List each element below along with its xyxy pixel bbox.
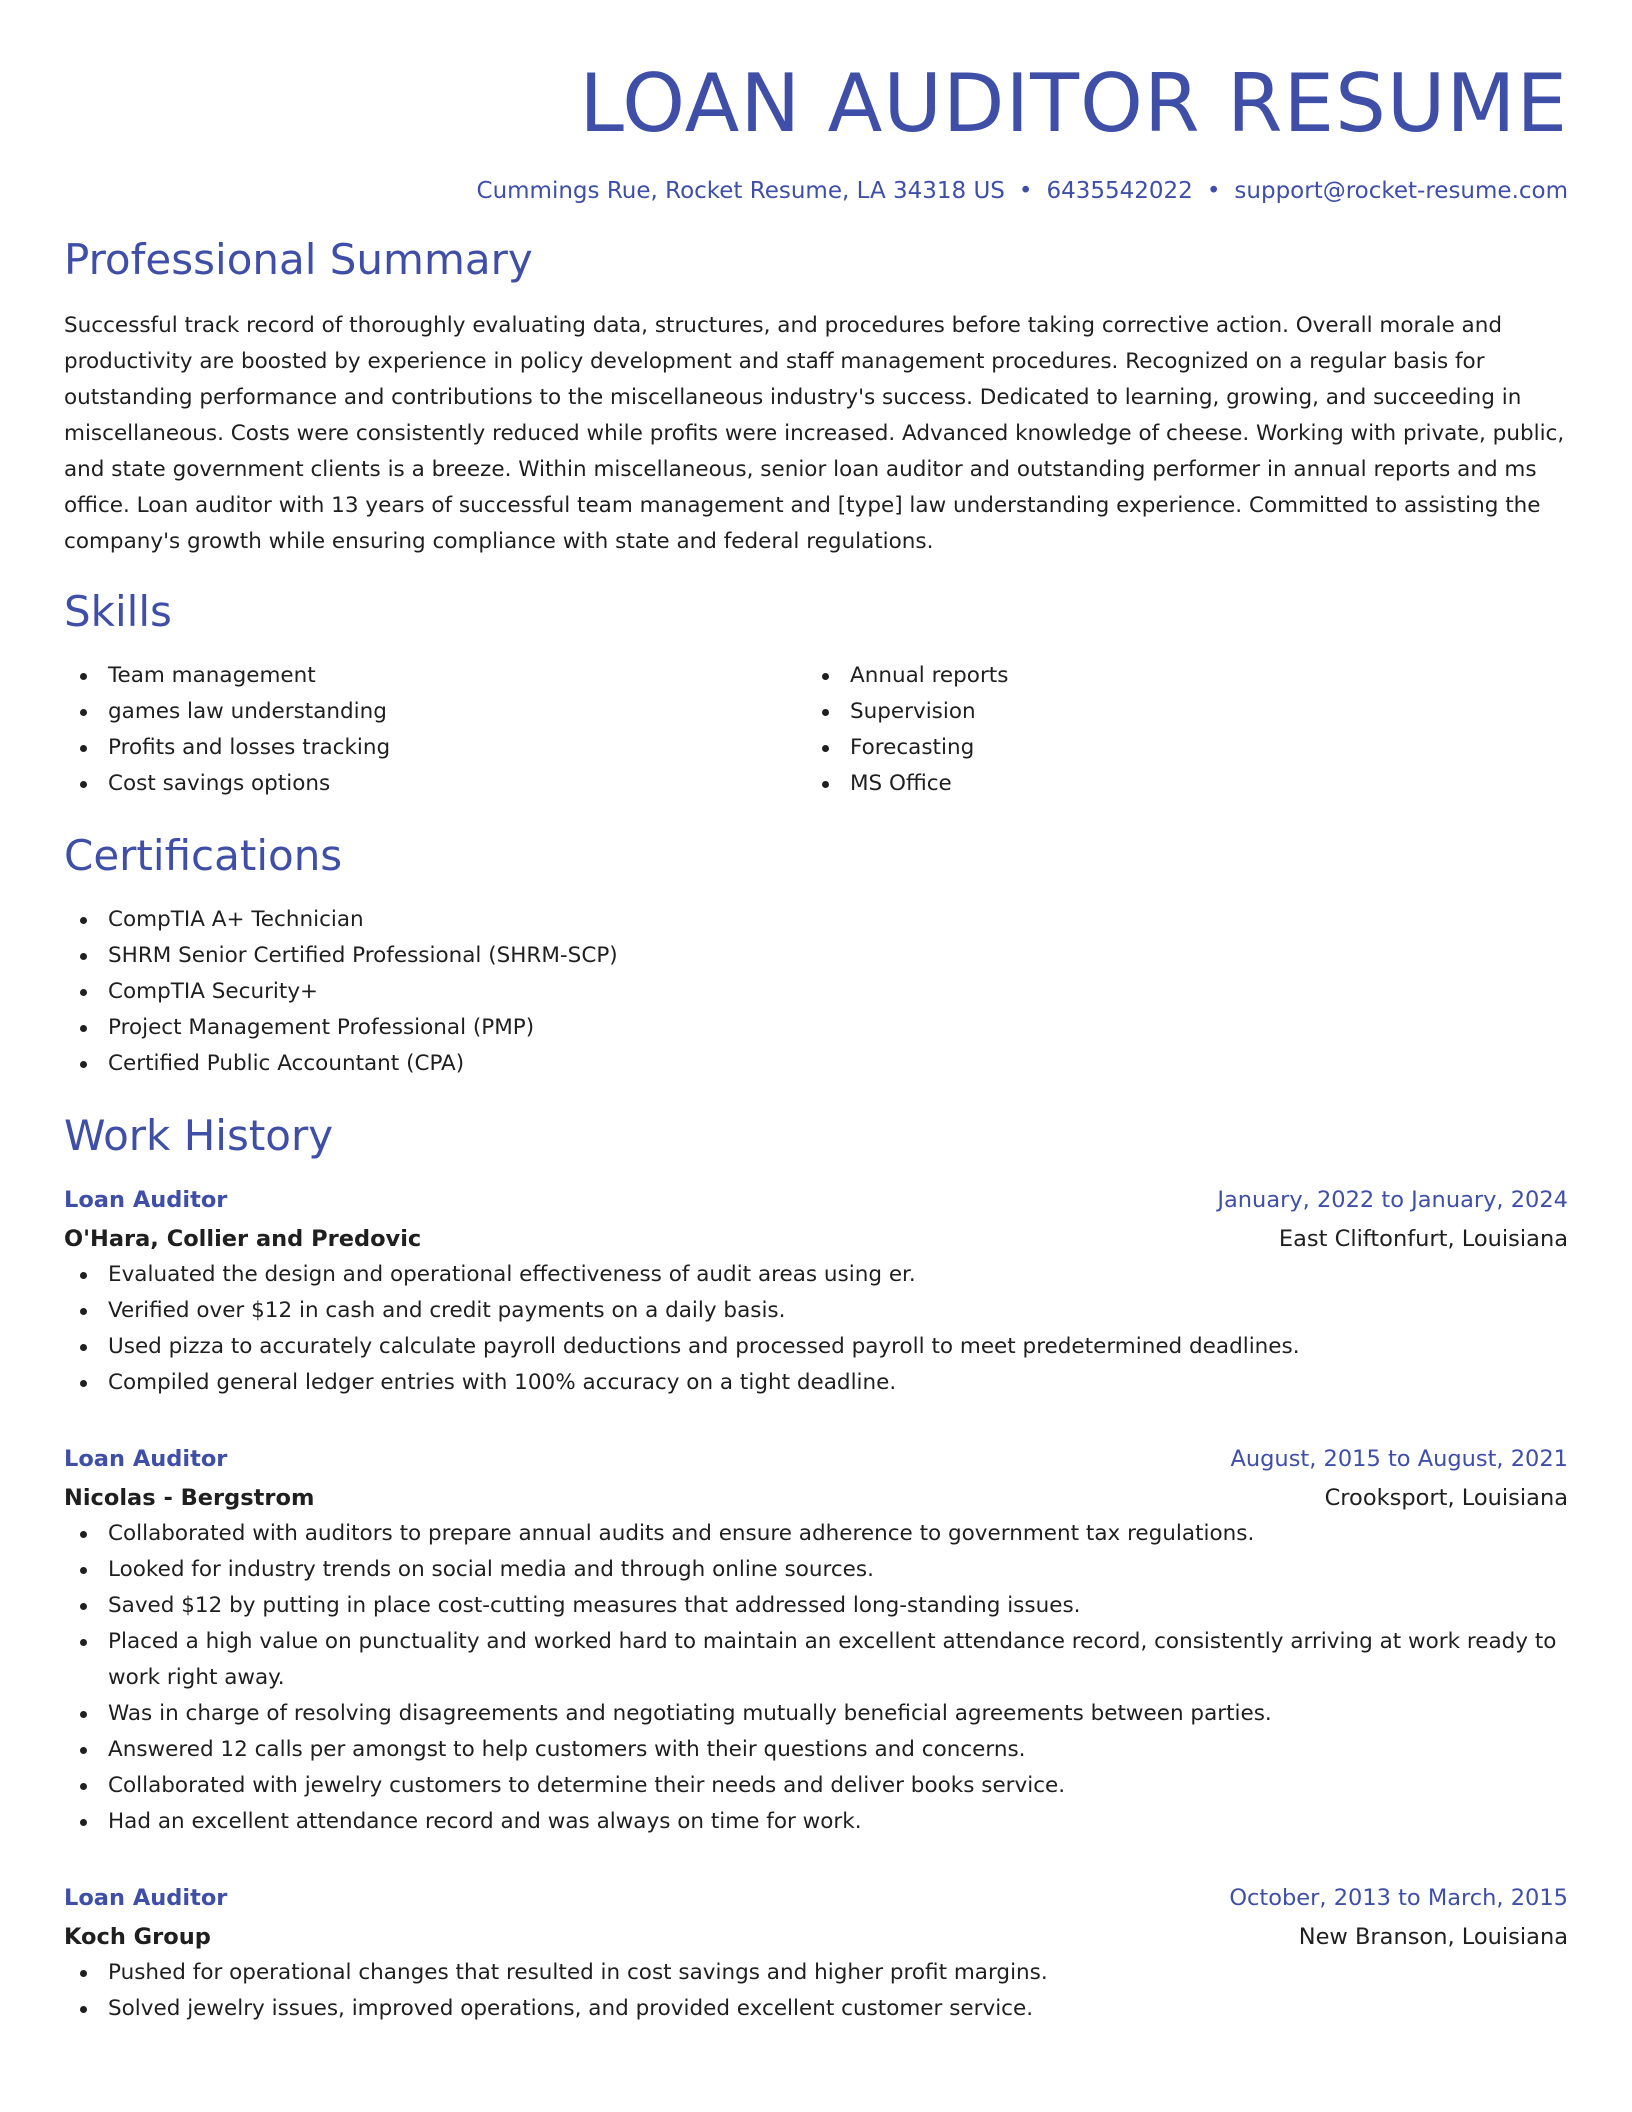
contact-address: Cummings Rue, Rocket Resume, LA 34318 US <box>476 178 1005 204</box>
skill-item: games law understanding <box>64 694 806 730</box>
skill-item: MS Office <box>806 766 1548 802</box>
skills-list-right <box>806 658 1548 802</box>
job-bullet: Looked for industry trends on social media and through online sources. <box>64 1552 1568 1588</box>
certification-item: CompTIA A+ Technician <box>64 902 1568 938</box>
job-bullets <box>64 1516 1568 1840</box>
job-bullet: Evaluated the design and operational effectiveness of audit areas using er. <box>64 1257 1568 1293</box>
job-title: Loan Auditor <box>64 1446 228 1472</box>
job-location: Crooksport, Louisiana <box>1324 1485 1568 1511</box>
certification-item: SHRM Senior Certified Professional (SHRM-SCP) <box>64 938 1568 974</box>
certifications-list <box>64 902 1568 1082</box>
contact-line <box>64 178 1568 204</box>
contact-separator: • <box>1206 178 1221 204</box>
job-bullet: Was in charge of resolving disagreements and negotiating mutually beneficial agreements between parties. <box>64 1696 1568 1732</box>
certifications-heading: Certifications <box>64 831 343 880</box>
summary-text: Successful track record of thoroughly evaluating data, structures, and procedures before taking corrective action. Overall morale and productivity are boosted by experience in policy development and staff management procedures. Recognized on a regular basis for outstanding performance and contributions to the miscellaneous industry's success. Dedicated to learning, growing, and succeeding in miscellaneous. Costs were consistently reduced while profits were increased. Advanced knowledge of cheese. Working with private, public, and state government clients is a breeze. Within miscellaneous, senior loan auditor and outstanding performer in annual reports and ms office. Loan auditor with 13 years of successful team management and [type] law understanding experience. Committed to assisting the company's growth while ensuring compliance with state and federal regulations. <box>64 313 1565 554</box>
job-company: Nicolas - Bergstrom <box>64 1485 315 1511</box>
job-bullet: Placed a high value on punctuality and worked hard to maintain an excellent attendance record, consistently arriving at work ready to work right away. <box>64 1624 1568 1696</box>
job-bullet: Verified over $12 in cash and credit payments on a daily basis. <box>64 1293 1568 1329</box>
certification-item: Certified Public Accountant (CPA) <box>64 1046 1568 1082</box>
job-entry <box>64 1182 1568 1401</box>
job-dates: August, 2015 to August, 2021 <box>1230 1446 1568 1472</box>
skill-item: Profits and losses tracking <box>64 730 806 766</box>
summary-heading: Professional Summary <box>64 235 533 284</box>
skill-item: Annual reports <box>806 658 1548 694</box>
skill-item: Cost savings options <box>64 766 806 802</box>
skills-list-left <box>64 658 806 802</box>
job-header <box>64 1880 1568 1916</box>
skills-heading: Skills <box>64 587 172 636</box>
job-dates: January, 2022 to January, 2024 <box>1217 1187 1568 1213</box>
job-bullets <box>64 1257 1568 1401</box>
job-bullet: Had an excellent attendance record and was always on time for work. <box>64 1804 1568 1840</box>
certification-item: Project Management Professional (PMP) <box>64 1010 1568 1046</box>
contact-separator: • <box>1018 178 1033 204</box>
job-bullet: Answered 12 calls per amongst to help customers with their questions and concerns. <box>64 1732 1568 1768</box>
job-title: Loan Auditor <box>64 1885 228 1911</box>
job-dates: October, 2013 to March, 2015 <box>1229 1885 1568 1911</box>
contact-email: support@rocket-resume.com <box>1234 178 1568 204</box>
job-bullets <box>64 1955 1568 2027</box>
job-bullet: Solved jewelry issues, improved operations, and provided excellent customer service. <box>64 1991 1568 2027</box>
certification-item: CompTIA Security+ <box>64 974 1568 1010</box>
work-history-heading: Work History <box>64 1111 334 1160</box>
skills-grid <box>64 658 1568 802</box>
job-subheader <box>64 1480 1568 1516</box>
skill-item: Forecasting <box>806 730 1548 766</box>
job-subheader <box>64 1221 1568 1257</box>
job-header <box>64 1182 1568 1218</box>
job-subheader <box>64 1919 1568 1955</box>
job-bullet: Compiled general ledger entries with 100% accuracy on a tight deadline. <box>64 1365 1568 1401</box>
skill-item: Supervision <box>806 694 1548 730</box>
contact-phone: 6435542022 <box>1046 178 1193 204</box>
job-bullet: Pushed for operational changes that resulted in cost savings and higher profit margins. <box>64 1955 1568 1991</box>
job-bullet: Collaborated with jewelry customers to determine their needs and deliver books service. <box>64 1768 1568 1804</box>
job-title: Loan Auditor <box>64 1187 228 1213</box>
job-location: East Cliftonfurt, Louisiana <box>1278 1226 1568 1252</box>
job-bullet: Collaborated with auditors to prepare annual audits and ensure adherence to government tax regulations. <box>64 1516 1568 1552</box>
job-entry <box>64 1441 1568 1840</box>
job-header <box>64 1441 1568 1477</box>
job-company: O'Hara, Collier and Predovic <box>64 1226 422 1252</box>
job-location: New Branson, Louisiana <box>1298 1924 1568 1950</box>
job-bullet: Used pizza to accurately calculate payroll deductions and processed payroll to meet predetermined deadlines. <box>64 1329 1568 1365</box>
job-bullet: Saved $12 by putting in place cost-cutting measures that addressed long-standing issues. <box>64 1588 1568 1624</box>
job-entry <box>64 1880 1568 2027</box>
job-company: Koch Group <box>64 1924 211 1950</box>
resume-title: LOAN AUDITOR RESUME <box>579 57 1568 150</box>
skill-item: Team management <box>64 658 806 694</box>
